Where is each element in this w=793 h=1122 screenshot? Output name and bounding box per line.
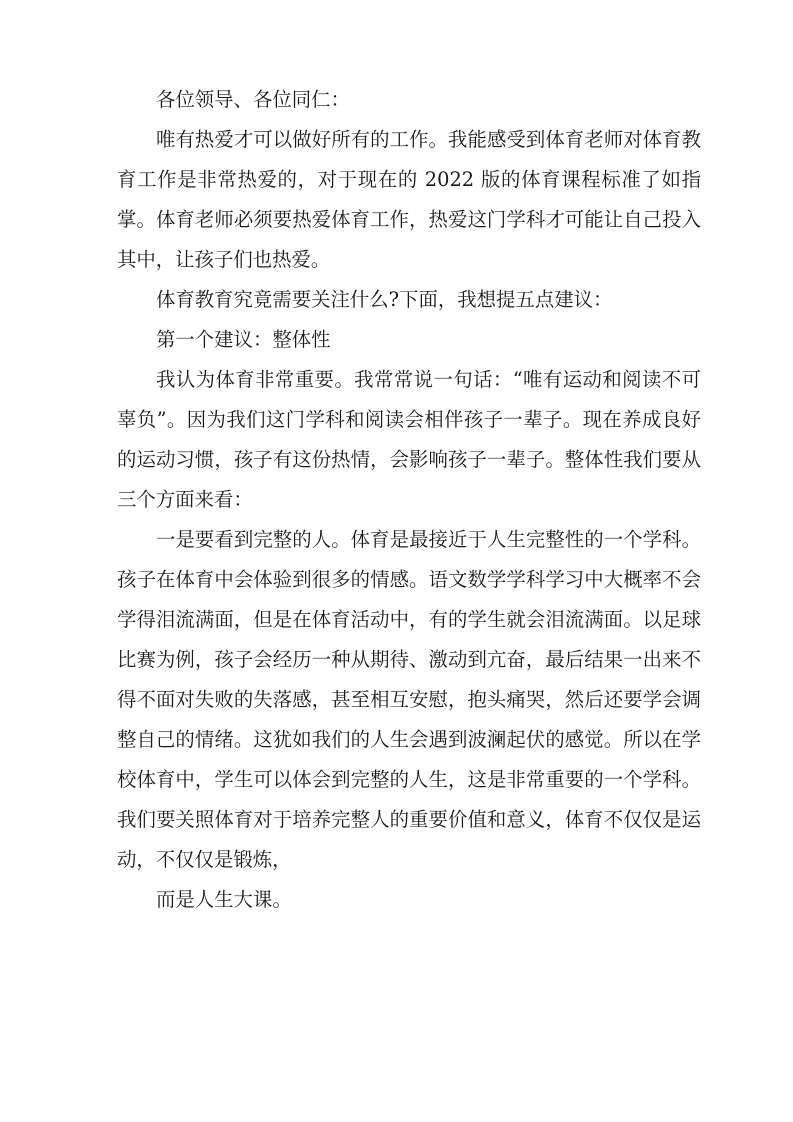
- salutation: 各位领导、各位同仁：: [156, 88, 350, 111]
- paragraph-question: 体育教育究竟需要关注什么?下面，我想提五点建议：: [156, 288, 613, 311]
- paragraph-passion: 唯有热爱才可以做好所有的工作。我能感受到体育老师对体育教育工作是非常热爱的，对于现在的 2022 版的体育课程标准了如指掌。体育老师必须要热爱体育工作，热爱这门学科才可能让自己投入其中，让孩子们也热爱。: [117, 128, 701, 271]
- section-heading-first-suggestion: 第一个建议：整体性: [156, 328, 331, 351]
- paragraph-importance: 我认为体育非常重要。我常常说一句话：“唯有运动和阅读不可辜负”。因为我们这门学科和阅读会相伴孩子一辈子。现在养成良好的运动习惯，孩子有这份热情，会影响孩子一辈子。整体性我们要从三个方面来看：: [117, 368, 701, 511]
- document-page: [117, 80, 701, 920]
- paragraph-complete-person: 一是要看到完整的人。体育是最接近于人生完整性的一个学科。孩子在体育中会体验到很多的情感。语文数学学科学习中大概率不会学得泪流满面，但是在体育活动中，有的学生就会泪流满面。以足球比赛为例，孩子会经历一种从期待、激动到亢奋，最后结果一出来不得不面对失败的失落感，甚至相互安慰，抱头痛哭，然后还要学会调整自己的情绪。这犹如我们的人生会遇到波澜起伏的感觉。所以在学校体育中，学生可以体会到完整的人生，这是非常重要的一个学科。我们要关照体育对于培养完整人的重要价值和意义，体育不仅仅是运动，不仅仅是锻炼，: [117, 528, 701, 871]
- paragraph-life-lesson: 而是人生大课。: [156, 888, 292, 911]
